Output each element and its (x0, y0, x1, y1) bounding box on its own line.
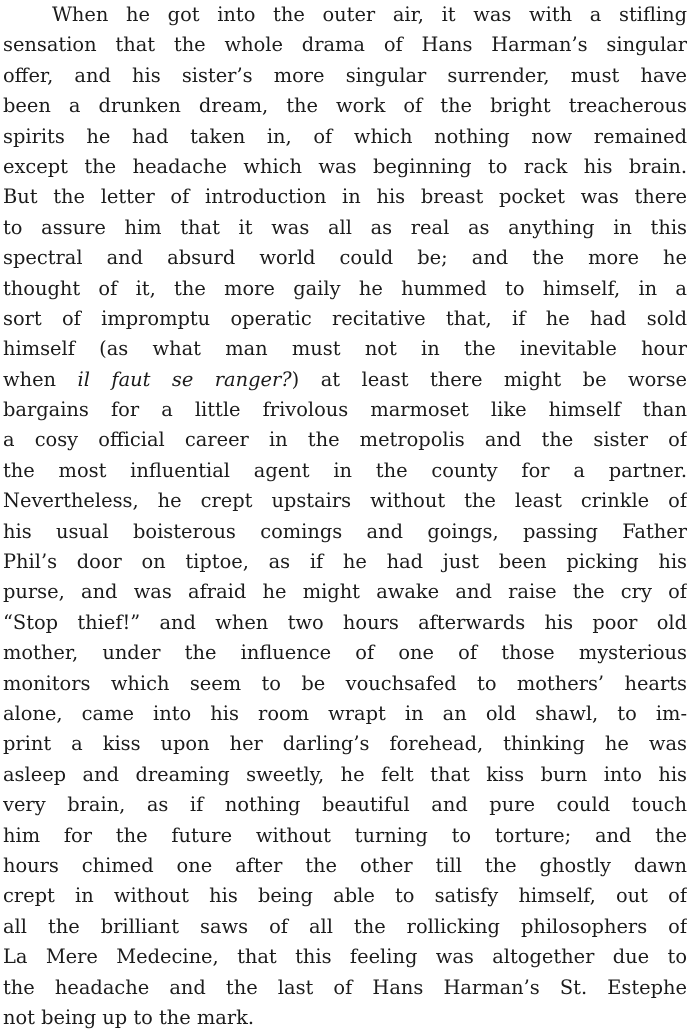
text-line: the headache and the last of Hans Harman’s St. Estephe (3, 975, 687, 999)
paragraph (3, 0, 687, 1033)
text-line: purse, and was afraid he might awake and raise the cry of (3, 580, 687, 604)
text-line: When he got into the outer air, it was with a stifling (52, 3, 687, 26)
text-line: “Stop thief!” and when two hours afterwards his poor old (3, 610, 687, 634)
text-line: a cosy official career in the metropolis and the sister of (3, 428, 687, 452)
text-line: alone, came into his room wrapt in an old shawl, to im- (3, 701, 687, 725)
text-line: spirits he had taken in, of which nothing now remained (3, 124, 687, 148)
text-line: him for the future without turning to torture; and the (3, 823, 687, 847)
text-line: spectral and absurd world could be; and the more he (3, 246, 687, 270)
text-line-start: when (3, 367, 78, 391)
text-line: Nevertheless, he crept upstairs without the least crinkle of (3, 489, 687, 513)
text-line: monitors which seem to be vouchsafed to mothers’ hearts (3, 671, 687, 695)
text-line: sort of impromptu operatic recitative that, if he had sold (3, 306, 687, 330)
text-line: all the brilliant saws of all the rollicking philosophers of (3, 914, 687, 938)
text-line: thought of it, the more gaily he hummed to himself, in a (3, 276, 687, 300)
text-line: been a drunken dream, the work of the bright treacherous (3, 94, 687, 118)
text-line: asleep and dreaming sweetly, he felt that kiss burn into his (3, 762, 687, 786)
text-line: very brain, as if nothing beautiful and pure could touch (3, 793, 687, 817)
italic-phrase: il faut se ranger? (77, 367, 292, 391)
text-line: except the headache which was beginning to rack his brain. (3, 154, 687, 178)
text-line-end: ) at least there might be worse (291, 367, 687, 391)
text-line: not being up to the mark. (3, 1005, 255, 1029)
text-line: bargains for a little frivolous marmoset like himself than (3, 398, 687, 422)
text-line: himself (as what man must not in the inevitable hour (3, 337, 687, 361)
text-line: But the letter of introduction in his breast pocket was there (3, 185, 687, 209)
text-line: offer, and his sister’s more singular surrender, must have (3, 63, 687, 87)
text-line: hours chimed one after the other till the ghostly dawn (3, 853, 687, 877)
text-line: to assure him that it was all as real as anything in this (3, 215, 687, 239)
text-line (3, 365, 687, 395)
text-line: sensation that the whole drama of Hans Harman’s singular (3, 33, 687, 57)
text-line: mother, under the influence of one of those mysterious (3, 641, 687, 665)
text-line: crept in without his being able to satisfy himself, out of (3, 884, 687, 908)
text-line: La Mere Medecine, that this feeling was altogether due to (3, 945, 687, 969)
text-line: print a kiss upon her darling’s forehead, thinking he was (3, 732, 687, 756)
text-line: the most influential agent in the county for a partner. (3, 458, 687, 482)
text-line: his usual boisterous comings and goings, passing Father (3, 519, 687, 543)
text-line: Phil’s door on tiptoe, as if he had just been picking his (3, 550, 687, 574)
